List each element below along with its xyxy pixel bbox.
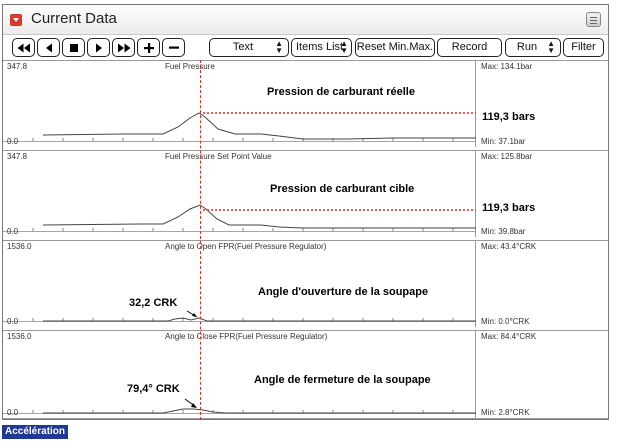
axis-min-label: 0.0 [7, 137, 19, 146]
zoom-in-button[interactable] [137, 38, 160, 57]
play-button[interactable] [87, 38, 110, 57]
time-cursor-line[interactable] [200, 60, 201, 420]
title-bar [3, 5, 608, 35]
axis-min-label: 0.0 [7, 317, 19, 326]
select-arrows-icon: ▲ ▼ [547, 39, 555, 55]
annotation-label: Pression de carburant réelle [267, 86, 415, 98]
plot-area[interactable] [3, 241, 476, 327]
signal-name: Fuel Pressure [165, 62, 215, 71]
graph-panel-fuel-pressure [3, 60, 608, 147]
select-arrows-icon: ▲ ▼ [340, 39, 348, 55]
signal-name: Angle to Close FPR(Fuel Pressure Regulator) [165, 332, 328, 341]
filter-button[interactable] [563, 38, 604, 57]
point-label: 32,2 CRK [129, 297, 178, 309]
fuel-pressure-trace [3, 61, 476, 147]
select-arrows-icon: ▲ ▼ [275, 39, 283, 55]
min-value: Min: 2.8°CRK [481, 408, 530, 417]
filter-label: Filter [571, 41, 596, 53]
items-list-label: Items List [296, 41, 344, 53]
max-value: Max: 125.8bar [481, 152, 533, 161]
plus-icon [144, 43, 154, 53]
max-value: Max: 43.4°CRK [481, 242, 537, 251]
window-title: Current Data [31, 10, 117, 27]
max-value: Max: 84.4°CRK [481, 332, 537, 341]
rewind-fast-button[interactable] [12, 38, 35, 57]
stop-icon [70, 44, 78, 52]
signal-name: Angle to Open FPR(Fuel Pressure Regulator) [165, 242, 327, 251]
current-value-label: 119,3 bars [482, 111, 536, 123]
minus-icon [169, 46, 179, 49]
reset-min-max-label: Reset Min.Max. [356, 41, 434, 53]
play-icon [95, 43, 103, 52]
fast-backward-icon [17, 43, 30, 52]
graph-panel-angle-to-close [3, 330, 608, 419]
status-badge: Accélération [2, 425, 68, 439]
max-value: Max: 134.1bar [481, 62, 533, 71]
annotation-label: Angle d'ouverture de la soupape [258, 286, 429, 298]
plot-area[interactable] [3, 61, 476, 147]
min-value: Min: 37.1bar [481, 137, 526, 146]
current-data-window [2, 4, 609, 420]
graph-panel-angle-to-open [3, 240, 608, 327]
axis-max-label: 1536.0 [7, 242, 32, 251]
collapse-arrow-icon[interactable] [10, 14, 22, 26]
min-value: Min: 39.8bar [481, 227, 526, 236]
step-backward-icon [45, 43, 53, 52]
axis-max-label: 347.8 [7, 152, 28, 161]
view-mode-value: Text [232, 41, 254, 53]
signal-name: Fuel Pressure Set Point Value [165, 152, 272, 161]
annotation-label: Pression de carburant cible [270, 183, 415, 195]
run-label: Run [516, 41, 538, 53]
graph-panel-fuel-pressure-set-point [3, 150, 608, 237]
axis-max-label: 347.8 [7, 62, 28, 71]
axis-min-label: 0.0 [7, 408, 19, 417]
toolbar [3, 36, 608, 58]
window-menu-icon[interactable] [586, 12, 601, 27]
step-back-button[interactable] [37, 38, 60, 57]
axis-max-label: 1536.0 [7, 332, 32, 341]
reset-min-max-button[interactable] [355, 38, 435, 57]
view-mode-select[interactable] [209, 38, 289, 57]
point-label: 79,4° CRK [127, 383, 180, 395]
annotation-label: Angle de fermeture de la soupape [254, 374, 431, 386]
record-button[interactable] [437, 38, 502, 57]
record-label: Record [451, 41, 488, 53]
angle-to-open-trace [3, 241, 476, 327]
stop-button[interactable] [62, 38, 85, 57]
min-value: Min: 0.0°CRK [481, 317, 530, 326]
items-list-select[interactable] [291, 38, 352, 57]
fast-forward-icon [117, 43, 130, 52]
axis-min-label: 0.0 [7, 227, 19, 236]
current-value-label: 119,3 bars [482, 202, 536, 214]
zoom-out-button[interactable] [162, 38, 185, 57]
fast-forward-button[interactable] [112, 38, 135, 57]
run-select[interactable] [505, 38, 561, 57]
